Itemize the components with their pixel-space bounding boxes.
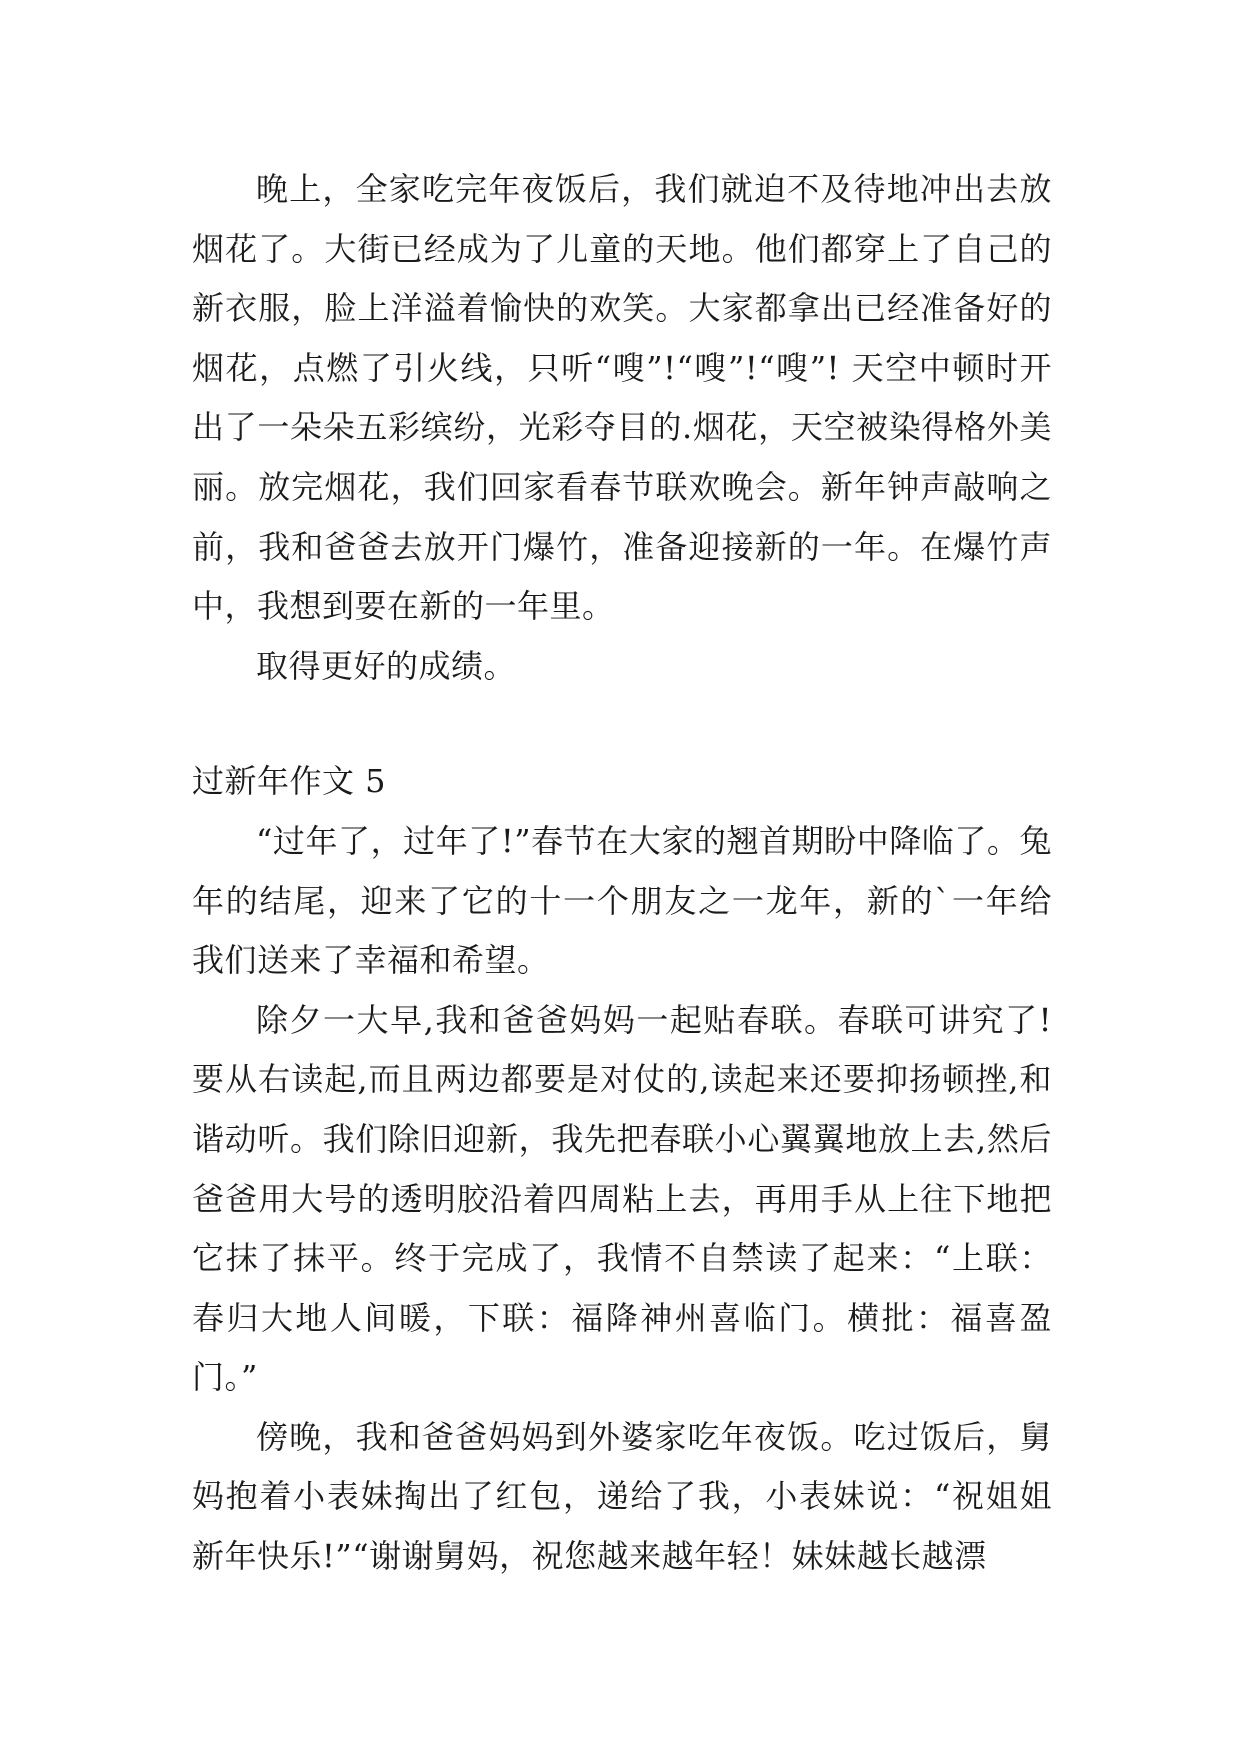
paragraph-fireworks: 晚上，全家吃完年夜饭后，我们就迫不及待地冲出去放烟花了。大街已经成为了儿童的天地。他们都穿上了自己的新衣服，脸上洋溢着愉快的欢笑。大家都拿出已经准备好的烟花，点燃了引火线，只听“嗖”!“嗖”!“嗖”! 天空中顿时开出了一朵朵五彩缤纷，光彩夺目的.烟花，天空被染得格外美丽。放完烟花，我们回家看春节联欢晚会。新年钟声敲响之前，我和爸爸去放开门爆竹，准备迎接新的一年。在爆竹声中，我想到要在新的一年里。: [192, 170, 1052, 626]
paragraph-couplets: 除夕一大早,我和爸爸妈妈一起贴春联。春联可讲究了!要从右读起,而且两边都要是对仗的,读起来还要抑扬顿挫,和谐动听。我们除旧迎新，我先把春联小心翼翼地放上去,然后爸爸用大号的透明胶沿着四周粘上去，再用手从上往下地把它抹了抹平。终于完成了，我情不自禁读了起来：“上联：春归大地人间暖，下联：福降神州喜临门。横批：福喜盈门。”: [192, 1000, 1052, 1397]
document-body: [192, 160, 1052, 1587]
paragraph-better-grades: 取得更好的成绩。: [256, 646, 517, 685]
paragraph-new-year-dinner: 傍晚，我和爸爸妈妈到外婆家吃年夜饭。吃过饭后，舅妈抱着小表妹掏出了红包，递给了我，小表妹说：“祝姐姐新年快乐!”“谢谢舅妈，祝您越来越年轻！妹妹越长越漂: [192, 1417, 1052, 1576]
section-title: 过新年作文 5: [192, 762, 387, 801]
paragraph-new-year-arrives: “过年了，过年了!”春节在大家的翘首期盼中降临了。兔年的结尾，迎来了它的十一个朋友之一龙年，新的`一年给我们送来了幸福和希望。: [192, 821, 1052, 980]
